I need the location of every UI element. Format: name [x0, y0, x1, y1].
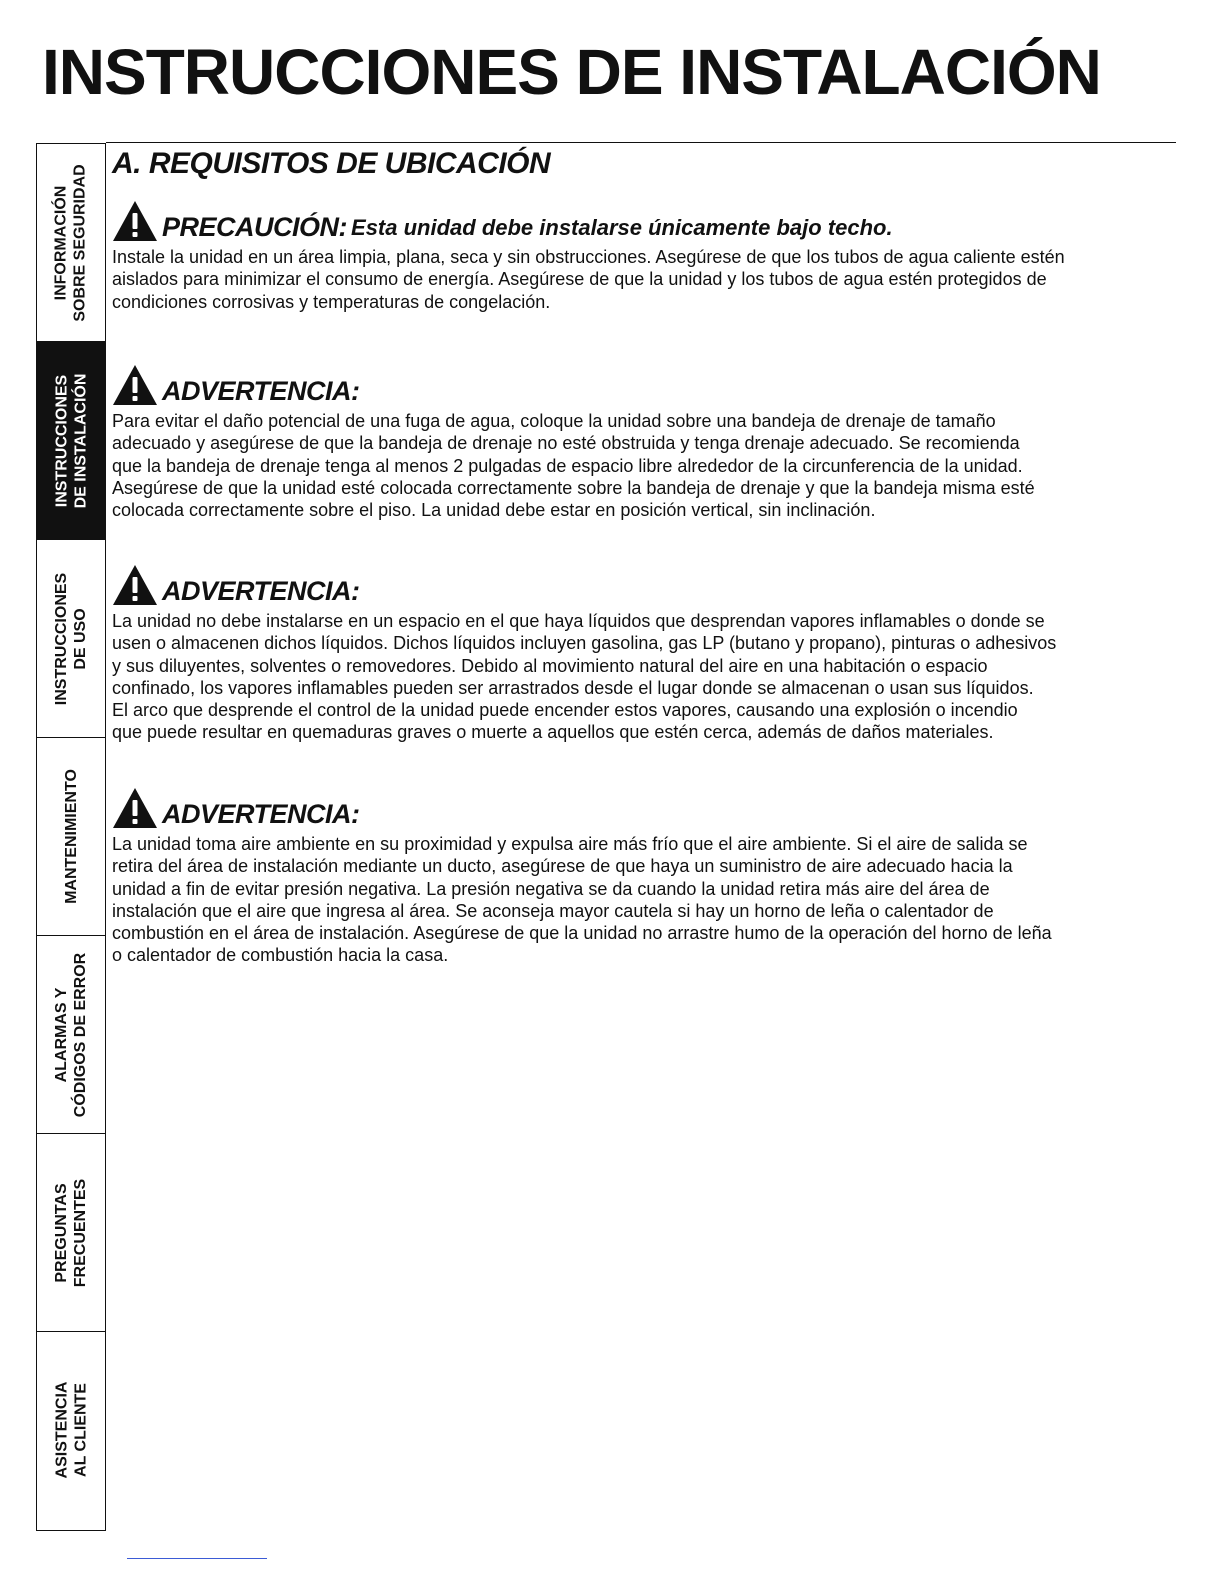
warning-triangle-icon — [112, 364, 158, 406]
caution-heading — [112, 200, 1176, 242]
text-line: o calentador de combustión hacia la casa. — [112, 945, 449, 966]
tab-label-line: SOBRE SEGURIDAD — [72, 163, 90, 322]
text-line: colocada correctamente sobre el piso. La unidad debe estar en posición vertical, sin inclinación. — [112, 500, 876, 521]
tab-preguntas-frecuentes[interactable] — [37, 1134, 105, 1332]
tab-mantenimiento[interactable] — [37, 738, 105, 936]
text-line: adecuado y asegúrese de que la bandeja de drenaje no esté obstruida y tenga drenaje adecuado. Se recomienda — [112, 433, 1020, 454]
warning-triangle-icon — [112, 787, 158, 829]
tab-label-line: INSTRUCCIONES — [53, 572, 71, 705]
text-line: Instale la unidad en un área limpia, plana, seca y sin obstrucciones. Asegúrese de que los tubos de agua caliente estén — [112, 247, 1065, 267]
text-line: condiciones corrosivas y temperaturas de congelación. — [112, 291, 551, 312]
footer-link-underline — [127, 1558, 267, 1559]
warning-title: ADVERTENCIA: — [162, 576, 360, 606]
warning-title: ADVERTENCIA: — [162, 799, 360, 829]
warning-text — [112, 833, 1176, 967]
text-line: La unidad toma aire ambiente en su proximidad y expulsa aire más frío que el aire ambiente. Si el aire de salida se — [112, 834, 1028, 854]
text-line: La unidad no debe instalarse en un espacio en el que haya líquidos que desprendan vapores inflamables o donde se — [112, 611, 1045, 631]
text-line: retira del área de instalación mediante un ducto, asegúrese de que haya un suministro de aire adecuado hacia la — [112, 856, 1013, 877]
text-line: combustión en el área de instalación. Asegúrese de que la unidad no arrastre humo de la operación del horno de leña — [112, 923, 1052, 944]
tab-label-line: MANTENIMIENTO — [62, 769, 80, 904]
text-line: aislados para minimizar el consumo de energía. Asegúrese de que la unidad y los tubos de agua estén protegidos de — [112, 269, 1047, 290]
warning-triangle-icon — [112, 564, 158, 606]
caution-title: PRECAUCIÓN: — [162, 212, 348, 242]
main-content — [112, 146, 1176, 966]
warning-heading — [112, 787, 1176, 829]
tab-información-sobre-seguridad[interactable] — [37, 144, 105, 342]
warning-block-negative-pressure — [112, 787, 1176, 967]
tab-label-line: INSTRUCCIONES — [53, 374, 70, 507]
text-line: El arco que desprende el control de la unidad puede encender estos vapores, causando una explosión o incendio — [112, 700, 1018, 721]
tab-label-line: ASISTENCIA — [53, 1381, 70, 1479]
section-title: A. REQUISITOS DE UBICACIÓN — [112, 147, 551, 180]
tab-label — [62, 769, 81, 904]
tab-alarmas-y-códigos-de-error[interactable] — [37, 936, 105, 1134]
warning-block-flammable-vapors — [112, 564, 1176, 744]
tab-label-line: INFORMACIÓN — [53, 185, 71, 300]
tab-label — [52, 572, 90, 704]
tab-instrucciones-de-uso[interactable] — [37, 540, 105, 738]
tab-label-line: FRECUENTES — [72, 1178, 90, 1287]
text-line: y sus diluyentes, solventes o removedores. Debido al movimiento natural del aire en una habitación o espacio — [112, 655, 988, 676]
warning-text — [112, 410, 1176, 521]
warning-text — [112, 610, 1176, 744]
tab-label — [52, 373, 90, 508]
tab-label-line: DE INSTALACIÓN — [72, 373, 89, 508]
text-line: Para evitar el daño potencial de una fuga de agua, coloque la unidad sobre una bandeja de drenaje de tamaño — [112, 411, 996, 431]
tab-label-line: CÓDIGOS DE ERROR — [72, 952, 89, 1117]
tab-label-line: PREGUNTAS — [53, 1182, 71, 1283]
tab-asistencia-al-cliente[interactable] — [37, 1332, 105, 1528]
warning-block-drain-pan — [112, 364, 1176, 521]
tab-label — [52, 1382, 90, 1479]
text-line: confinado, los vapores inflamables pueden ser arrastrados desde el lugar donde se almacenan o usan sus líquidos. — [112, 677, 1034, 698]
text-line: que la bandeja de drenaje tenga al menos 2 pulgadas de espacio libre alrededor de la circunferencia de la unidad. — [112, 455, 1023, 476]
warning-heading — [112, 564, 1176, 606]
caution-text — [112, 246, 1176, 313]
title-divider — [106, 142, 1176, 143]
warning-triangle-icon — [112, 200, 158, 242]
warning-title: ADVERTENCIA: — [162, 376, 360, 406]
tab-instrucciones-de-instalación[interactable] — [37, 342, 105, 540]
warning-heading — [112, 364, 1176, 406]
page-title: INSTRUCCIONES DE INSTALACIÓN — [42, 36, 1101, 108]
tab-label — [52, 164, 90, 321]
caution-block — [112, 200, 1176, 313]
tab-label — [52, 1178, 90, 1286]
text-line: usen o almacenen dichos líquidos. Dichos líquidos incluyen gasolina, gas LP (butano y propano), pinturas o adhesivos — [112, 633, 1057, 654]
caution-subtitle: Esta unidad debe instalarse únicamente bajo techo. — [351, 215, 893, 240]
section-tabs — [36, 143, 106, 1531]
text-line: unidad a fin de evitar presión negativa. La presión negativa se da cuando la unidad retira más aire del área de — [112, 878, 990, 899]
tab-label-line: DE USO — [72, 607, 90, 670]
text-line: Asegúrese de que la unidad esté colocada correctamente sobre la bandeja de drenaje y que la bandeja misma esté — [112, 477, 1035, 498]
text-line: que puede resultar en quemaduras graves o muerte a aquellos que estén cerca, además de daños materiales. — [112, 722, 994, 743]
tab-label-line: AL CLIENTE — [72, 1383, 89, 1477]
tab-label-line: ALARMAS Y — [53, 987, 70, 1082]
tab-label — [52, 952, 90, 1116]
text-line: instalación que el aire que ingresa al área. Se aconseja mayor cautela si hay un horno de leña o calentador de — [112, 900, 994, 921]
